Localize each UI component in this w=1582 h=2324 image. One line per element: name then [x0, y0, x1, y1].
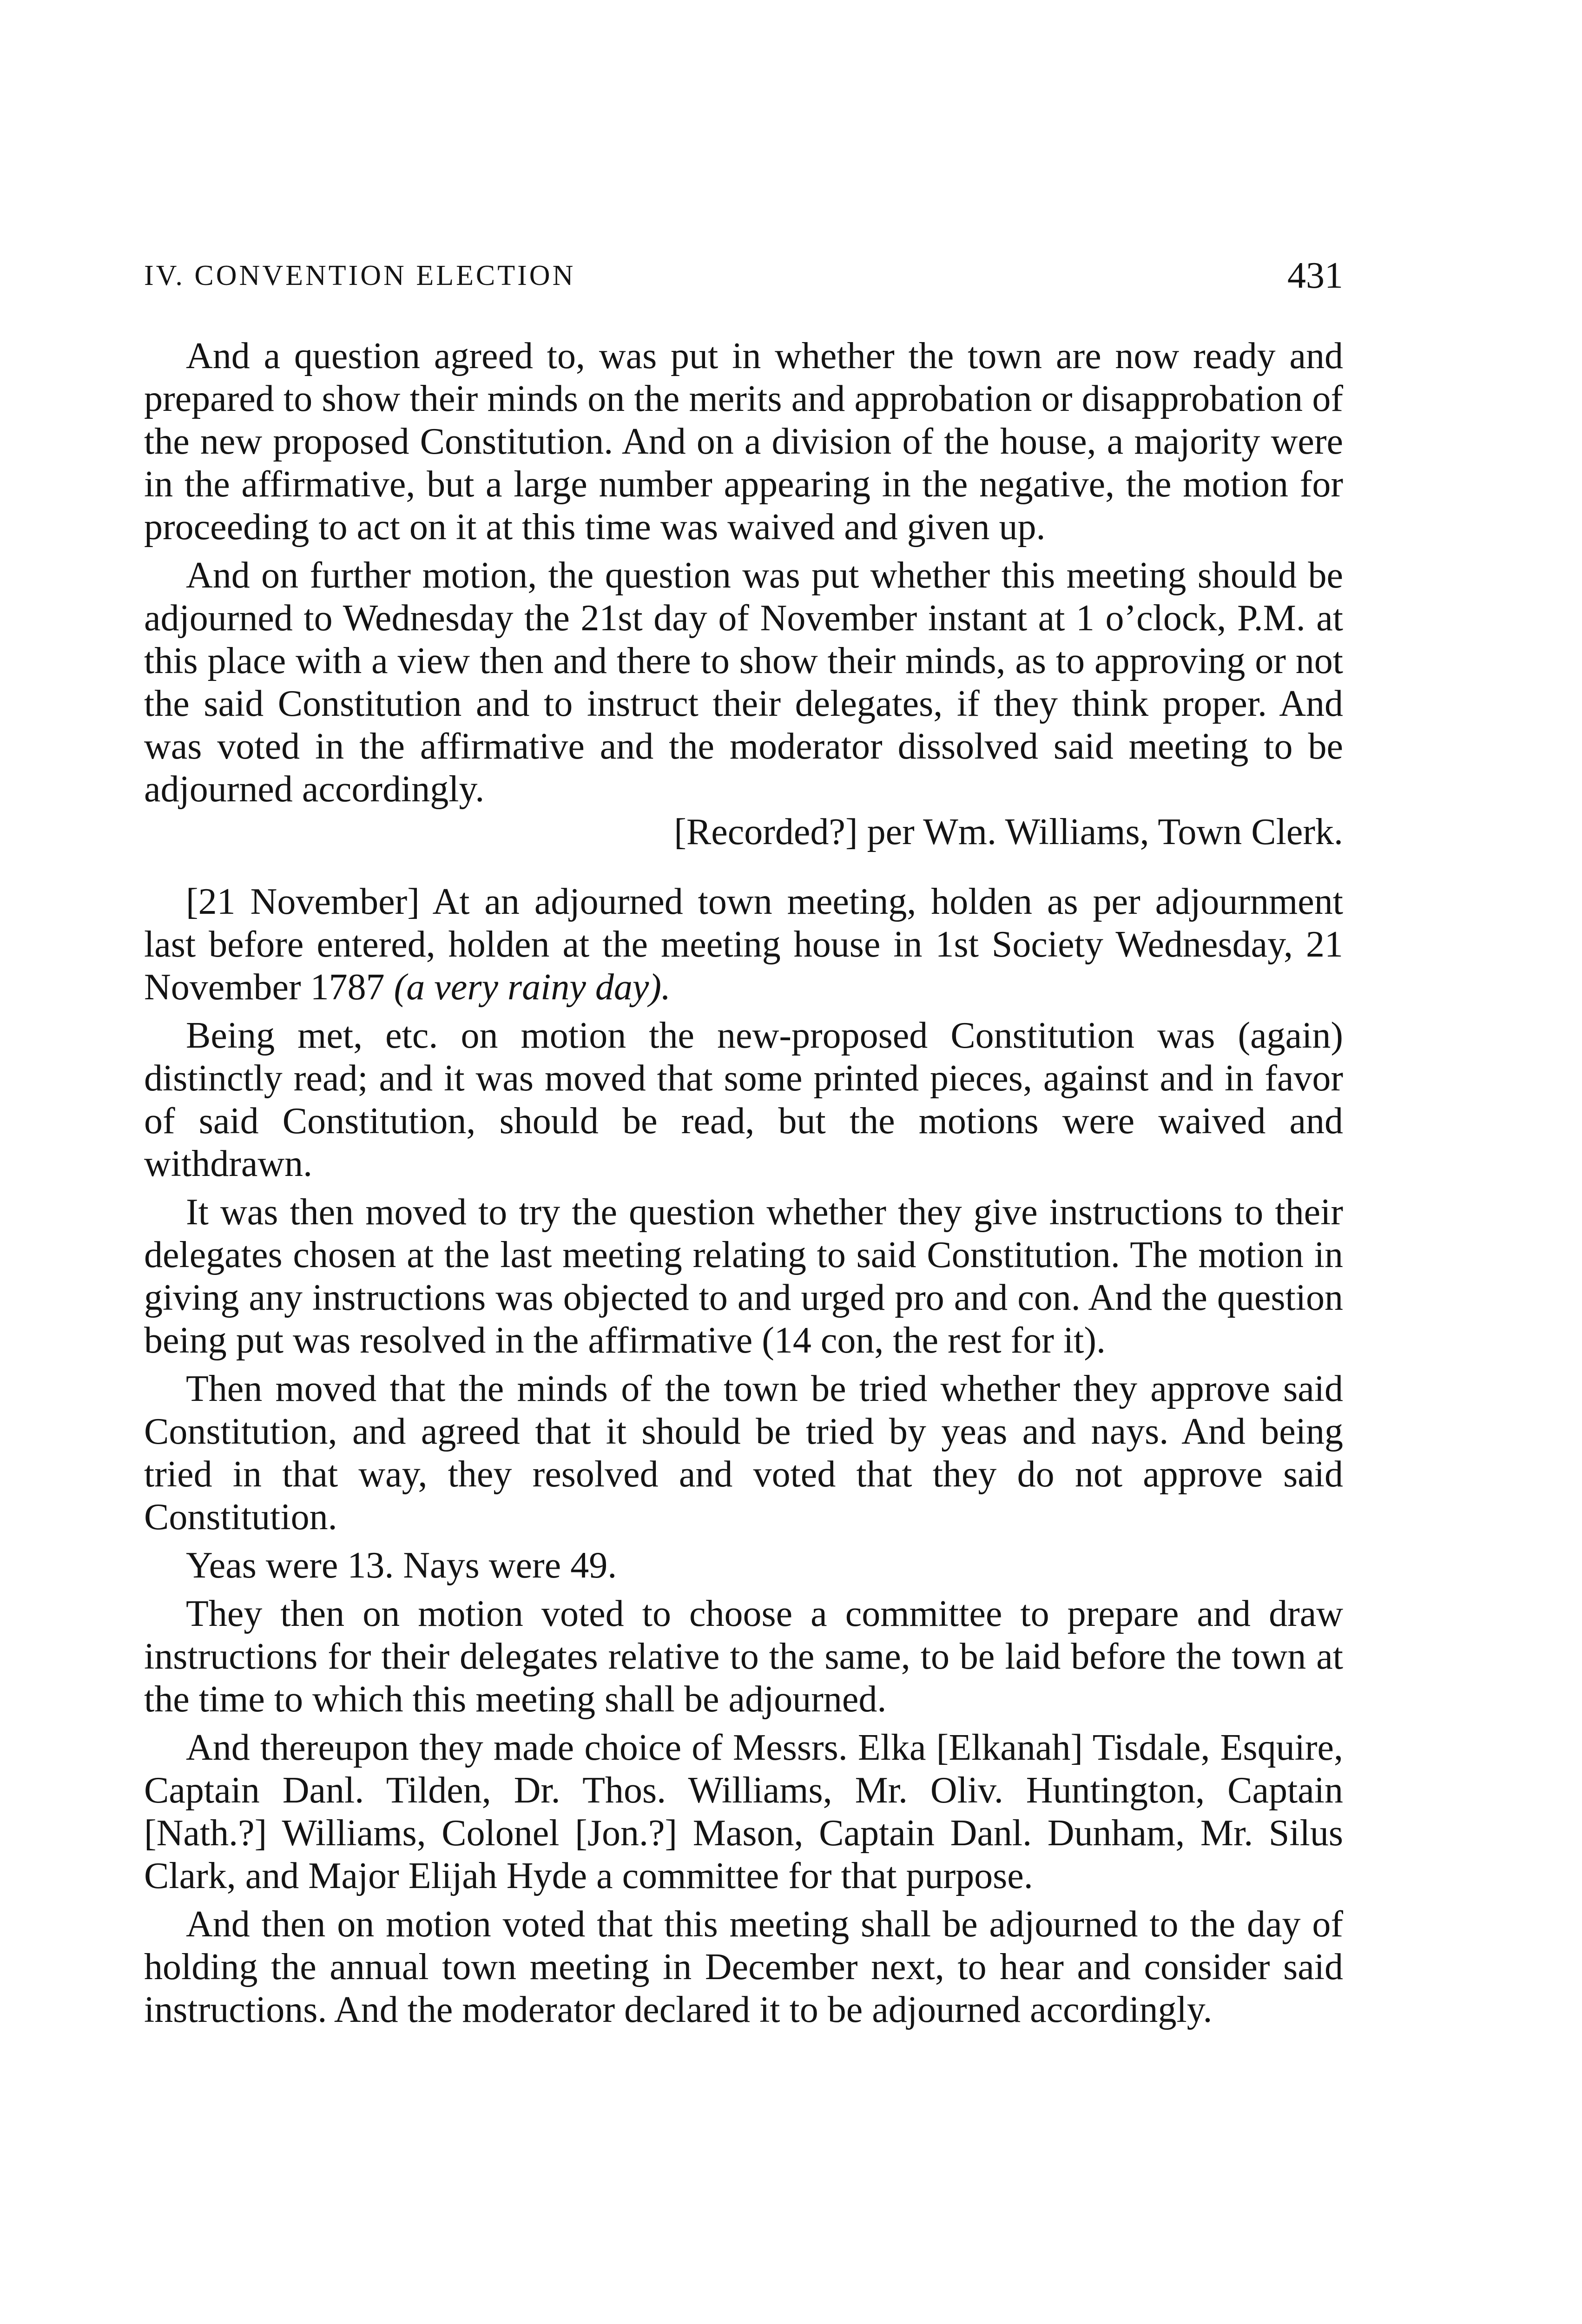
meeting-date-label: [21 November]	[186, 881, 420, 922]
paragraph-question-put: And a question agreed to, was put in whether the town are now ready and prepared to show their minds on the merits and approbation or disapprobation of the new proposed Constitution. And on a division of the house, a majority were in the affirmative, but a large number appearing in the negative, the motion for proceeding to act on it at this time was waived and given up.	[144, 336, 1343, 548]
paragraph-final-adjournment: And then on motion voted that this meeting shall be adjourned to the day of holding the annual town meeting in December next, to hear and consider said instructions. And the moderator declared it to be adjourned accordingly.	[144, 1904, 1343, 2030]
body-text	[144, 335, 1343, 2037]
weather-note: (a very rainy day).	[394, 967, 671, 1008]
clerk-signature: [Recorded?] per Wm. Williams, Town Clerk.	[674, 812, 1343, 852]
paragraph-instructions-motion: It was then moved to try the question whether they give instructions to their delegates chosen at the last meeting relating to said Constitution. The motion in giving any instructions was objected to and urged pro and con. And the question being put was resolved in the affirmative (14 con, the rest for it).	[144, 1192, 1343, 1361]
paragraph-constitution-read: Being met, etc. on motion the new-proposed Constitution was (again) distinctly read; and it was moved that some printed pieces, against and in favor of said Constitution, should be read, but the motions were waived and withdrawn.	[144, 1015, 1343, 1184]
running-head: IV. CONVENTION ELECTION	[144, 260, 576, 291]
adjourned-meeting-text: At an adjourned town meeting, holden as per adjournment last before entered, holden at the meeting house in 1st Society Wednesday, 21 November 1787	[144, 881, 1343, 1008]
paragraph-adjourned-meeting	[144, 880, 1343, 1009]
paragraph-yeas-nays-vote: Then moved that the minds of the town be tried whether they approve said Constitution, and agreed that it should be tried by yeas and nays. And being tried in that way, they resolved and voted that they do not approve said Constitution.	[144, 1368, 1343, 1538]
vote-tally: Yeas were 13. Nays were 49.	[186, 1545, 617, 1586]
paragraph-committee-members: And thereupon they made choice of Messrs. Elka [Elkanah] Tisdale, Esquire, Captain Danl. Tilden, Dr. Thos. Williams, Mr. Oliv. Huntington, Captain [Nath.?] Williams, Colonel [Jon.?] Mason, Captain Danl. Dunham, Mr. Silus Clark, and Major Elijah Hyde a committee for that purpose.	[144, 1727, 1343, 1896]
paragraph-committee-motion: They then on motion voted to choose a committee to prepare and draw instructions for their delegates relative to the same, to be laid before the town at the time to which this meeting shall be adjourned.	[144, 1593, 1343, 1720]
paragraph-adjournment-motion: And on further motion, the question was put whether this meeting should be adjourned to Wednesday the 21st day of November instant at 1 o’clock, P.M. at this place with a view then and there to show their minds, as to approving or not the said Constitution and to instruct their delegates, if they think proper. And was voted in the affirmative and the moderator dissolved said meeting to be adjourned accordingly.	[144, 555, 1343, 810]
page-number: 431	[1287, 255, 1343, 296]
page-header	[144, 255, 1343, 297]
